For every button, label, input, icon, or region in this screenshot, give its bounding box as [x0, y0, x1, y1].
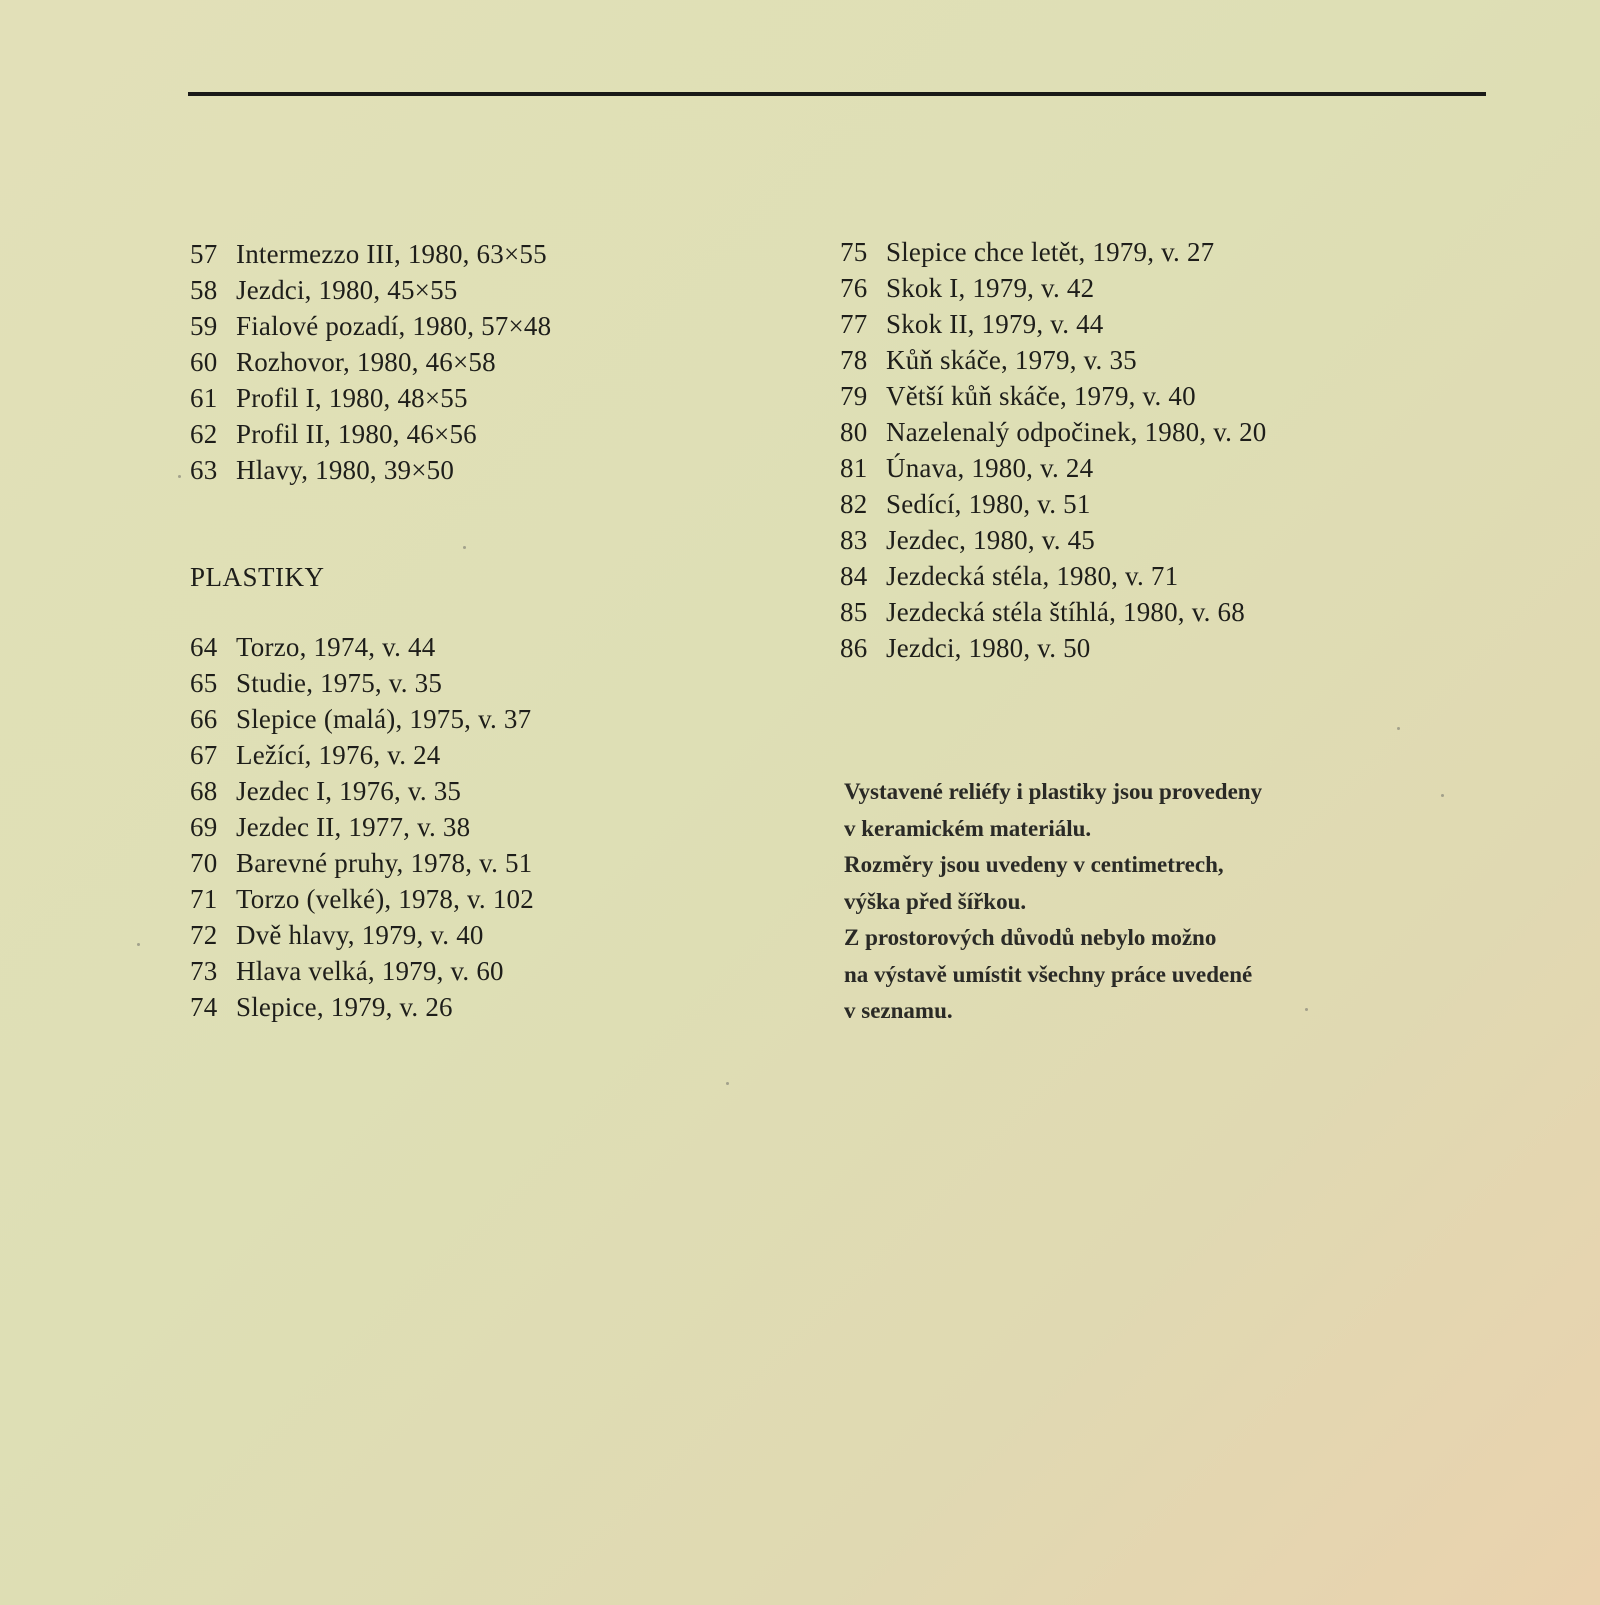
- item-number: 82: [840, 489, 868, 519]
- item-text: Slepice, 1979, v. 26: [236, 992, 453, 1022]
- item-text: Jezdci, 1980, v. 50: [886, 633, 1091, 663]
- list-item: [190, 845, 790, 881]
- list-item: [840, 486, 1460, 522]
- item-text: Ležící, 1976, v. 24: [236, 740, 441, 770]
- item-text: Barevné pruhy, 1978, v. 51: [236, 848, 533, 878]
- item-text: Rozhovor, 1980, 46×58: [236, 347, 496, 377]
- list-item: [840, 594, 1460, 630]
- list-item: [840, 522, 1460, 558]
- list-item: [190, 773, 790, 809]
- paintings-list: [190, 236, 790, 488]
- list-item: [190, 917, 790, 953]
- item-text: Jezdecká stéla, 1980, v. 71: [886, 561, 1179, 591]
- paper-speck: [1441, 794, 1444, 797]
- catalog-note: [844, 774, 1464, 1030]
- list-item: [840, 450, 1460, 486]
- item-number: 75: [840, 237, 868, 267]
- item-text: Slepice chce letět, 1979, v. 27: [886, 237, 1215, 267]
- sculptures-list-left: [190, 629, 790, 1025]
- paper-speck: [1397, 727, 1400, 730]
- item-text: Větší kůň skáče, 1979, v. 40: [886, 381, 1196, 411]
- item-number: 62: [190, 419, 218, 449]
- list-item: [190, 953, 790, 989]
- item-text: Torzo, 1974, v. 44: [236, 632, 436, 662]
- item-text: Nazelenalý odpočinek, 1980, v. 20: [886, 417, 1267, 447]
- list-item: [190, 989, 790, 1025]
- item-number: 64: [190, 632, 218, 662]
- list-item: [190, 272, 790, 308]
- item-text: Jezdec I, 1976, v. 35: [236, 776, 462, 806]
- note-line: Rozměry jsou uvedeny v centimetrech,: [844, 852, 1224, 877]
- list-item: [840, 342, 1460, 378]
- list-item: [190, 380, 790, 416]
- item-number: 79: [840, 381, 868, 411]
- list-item: [190, 701, 790, 737]
- list-item: [190, 809, 790, 845]
- item-text: Hlavy, 1980, 39×50: [236, 455, 455, 485]
- item-text: Sedící, 1980, v. 51: [886, 489, 1091, 519]
- item-number: 69: [190, 812, 218, 842]
- list-item: [840, 414, 1460, 450]
- item-text: Fialové pozadí, 1980, 57×48: [236, 311, 552, 341]
- list-item: [190, 236, 790, 272]
- paper-speck: [726, 1082, 729, 1085]
- sculptures-list-right: [840, 234, 1460, 666]
- item-text: Jezdec, 1980, v. 45: [886, 525, 1095, 555]
- paper-speck: [463, 546, 466, 549]
- item-text: Únava, 1980, v. 24: [886, 453, 1094, 483]
- item-number: 80: [840, 417, 868, 447]
- note-line: v keramickém materiálu.: [844, 815, 1092, 841]
- item-text: Jezdecká stéla štíhlá, 1980, v. 68: [886, 597, 1245, 627]
- item-number: 68: [190, 776, 218, 806]
- list-item: [190, 737, 790, 773]
- list-item: [190, 344, 790, 380]
- list-item: [840, 270, 1460, 306]
- paper-speck: [178, 475, 181, 478]
- left-column: [190, 236, 790, 1025]
- item-number: 60: [190, 347, 218, 377]
- item-number: 70: [190, 848, 218, 878]
- list-item: [190, 308, 790, 344]
- item-text: Profil I, 1980, 48×55: [236, 383, 468, 413]
- item-number: 76: [840, 273, 868, 303]
- item-text: Torzo (velké), 1978, v. 102: [236, 884, 534, 914]
- item-text: Dvě hlavy, 1979, v. 40: [236, 920, 484, 950]
- right-column: [840, 234, 1460, 666]
- item-number: 65: [190, 668, 218, 698]
- list-item: [190, 416, 790, 452]
- list-item: [190, 629, 790, 665]
- item-number: 81: [840, 453, 868, 483]
- list-item: [190, 452, 790, 488]
- note-line: Z prostorových důvodů nebylo možno: [844, 925, 1217, 950]
- list-item: [190, 665, 790, 701]
- item-text: Kůň skáče, 1979, v. 35: [886, 345, 1137, 375]
- top-rule: [188, 92, 1486, 96]
- list-item: [840, 378, 1460, 414]
- item-number: 72: [190, 920, 218, 950]
- item-number: 73: [190, 956, 218, 986]
- item-number: 61: [190, 383, 218, 413]
- item-number: 67: [190, 740, 218, 770]
- note-line: v seznamu.: [844, 998, 953, 1023]
- item-number: 71: [190, 884, 218, 914]
- item-number: 59: [190, 311, 218, 341]
- section-heading-plastiky: PLASTIKY: [190, 562, 325, 592]
- item-number: 77: [840, 309, 868, 339]
- item-number: 63: [190, 455, 218, 485]
- list-item: [840, 558, 1460, 594]
- item-text: Studie, 1975, v. 35: [236, 668, 443, 698]
- list-item: [190, 881, 790, 917]
- list-item: [840, 630, 1460, 666]
- item-number: 58: [190, 275, 218, 305]
- item-text: Jezdci, 1980, 45×55: [236, 275, 458, 305]
- item-number: 86: [840, 633, 868, 663]
- note-line: výška před šířkou.: [844, 888, 1027, 914]
- item-text: Skok I, 1979, v. 42: [886, 273, 1095, 303]
- item-text: Hlava velká, 1979, v. 60: [236, 956, 504, 986]
- item-text: Intermezzo III, 1980, 63×55: [236, 239, 547, 269]
- list-item: [840, 306, 1460, 342]
- paper-speck: [137, 943, 140, 946]
- item-text: Jezdec II, 1977, v. 38: [236, 812, 471, 842]
- item-number: 84: [840, 561, 868, 591]
- note-line: Vystavené reliéfy i plastiky jsou provedeny: [844, 779, 1263, 804]
- note-line: na výstavě umístit všechny práce uvedené: [844, 961, 1253, 987]
- item-number: 74: [190, 992, 218, 1022]
- item-text: Skok II, 1979, v. 44: [886, 309, 1104, 339]
- item-text: Slepice (malá), 1975, v. 37: [236, 704, 532, 734]
- item-number: 57: [190, 239, 218, 269]
- item-number: 85: [840, 597, 868, 627]
- item-text: Profil II, 1980, 46×56: [236, 419, 477, 449]
- item-number: 83: [840, 525, 868, 555]
- item-number: 66: [190, 704, 218, 734]
- item-number: 78: [840, 345, 868, 375]
- paper-speck: [1305, 1008, 1308, 1011]
- list-item: [840, 234, 1460, 270]
